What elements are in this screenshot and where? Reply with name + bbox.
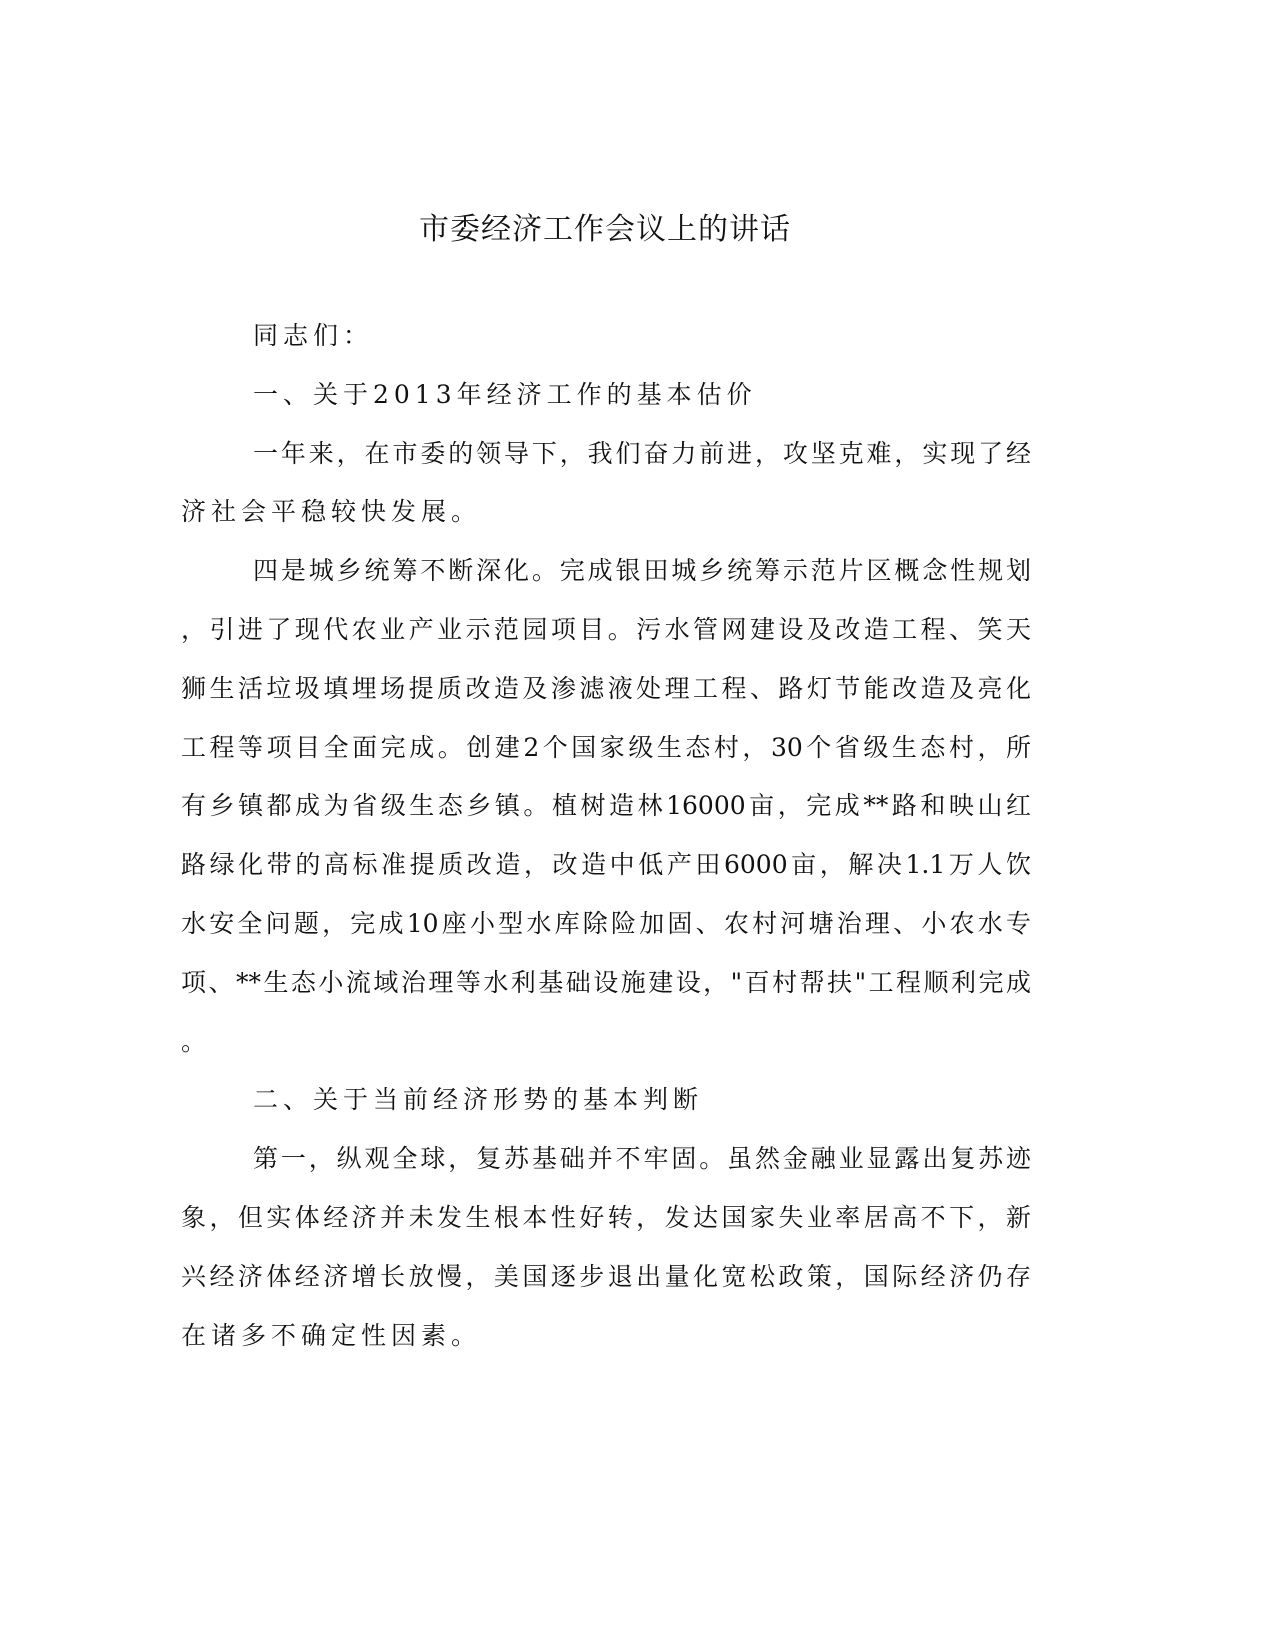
document-title: 市委经济工作会议上的讲话: [419, 212, 791, 247]
text-line: 二、关于当前经济形势的基本判断: [253, 1085, 704, 1115]
text-line: 路绿化带的高标准提质改造，改造中低产田6000亩，解决1.1万人饮: [181, 850, 1031, 880]
text-line: 象，但实体经济并未发生根本性好转，发达国家失业率居高不下，新: [181, 1202, 1031, 1232]
text-line: 兴经济体经济增长放慢，美国逐步退出量化宽松政策，国际经济仍存: [181, 1261, 1031, 1291]
paragraph: [181, 542, 1031, 1071]
paragraph: [181, 1130, 1031, 1365]
text-line: 有乡镇都成为省级生态乡镇。植树造林16000亩，完成**路和映山红: [181, 791, 1031, 821]
text-line: 水安全问题，完成10座小型水库除险加固、农村河塘治理、小农水专: [181, 908, 1031, 938]
text-line: 一年来，在市委的领导下，我们奋力前进，攻坚克难，实现了经: [253, 438, 1031, 468]
text-line: 狮生活垃圾填埋场提质改造及渗滤液处理工程、路灯节能改造及亮化: [181, 673, 1031, 703]
text-line: ，引进了现代农业产业示范园项目。污水管网建设及改造工程、笑天: [181, 614, 1031, 644]
paragraph: [181, 366, 1031, 425]
text-line: 。: [181, 1026, 212, 1056]
text-line: 济社会平稳较快发展。: [181, 497, 482, 527]
text-line: 第一，纵观全球，复苏基础并不牢固。虽然金融业显露出复苏迹: [253, 1144, 1031, 1174]
text-line: 工程等项目全面完成。创建2个国家级生态村，30个省级生态村，所: [181, 732, 1031, 762]
document-body: [181, 307, 1031, 1365]
text-line: 在诸多不确定性因素。: [181, 1320, 482, 1350]
text-line: 一、关于2013年经济工作的基本估价: [253, 379, 757, 409]
text-line: 四是城乡统筹不断深化。完成银田城乡统筹示范片区概念性规划: [253, 556, 1031, 586]
paragraph: [181, 425, 1031, 543]
text-line: 同志们：: [253, 321, 374, 350]
text-line: 项、**生态小流域治理等水利基础设施建设，"百村帮扶"工程顺利完成: [181, 967, 1031, 997]
paragraph: [181, 1071, 1031, 1130]
paragraph: [181, 307, 1031, 366]
